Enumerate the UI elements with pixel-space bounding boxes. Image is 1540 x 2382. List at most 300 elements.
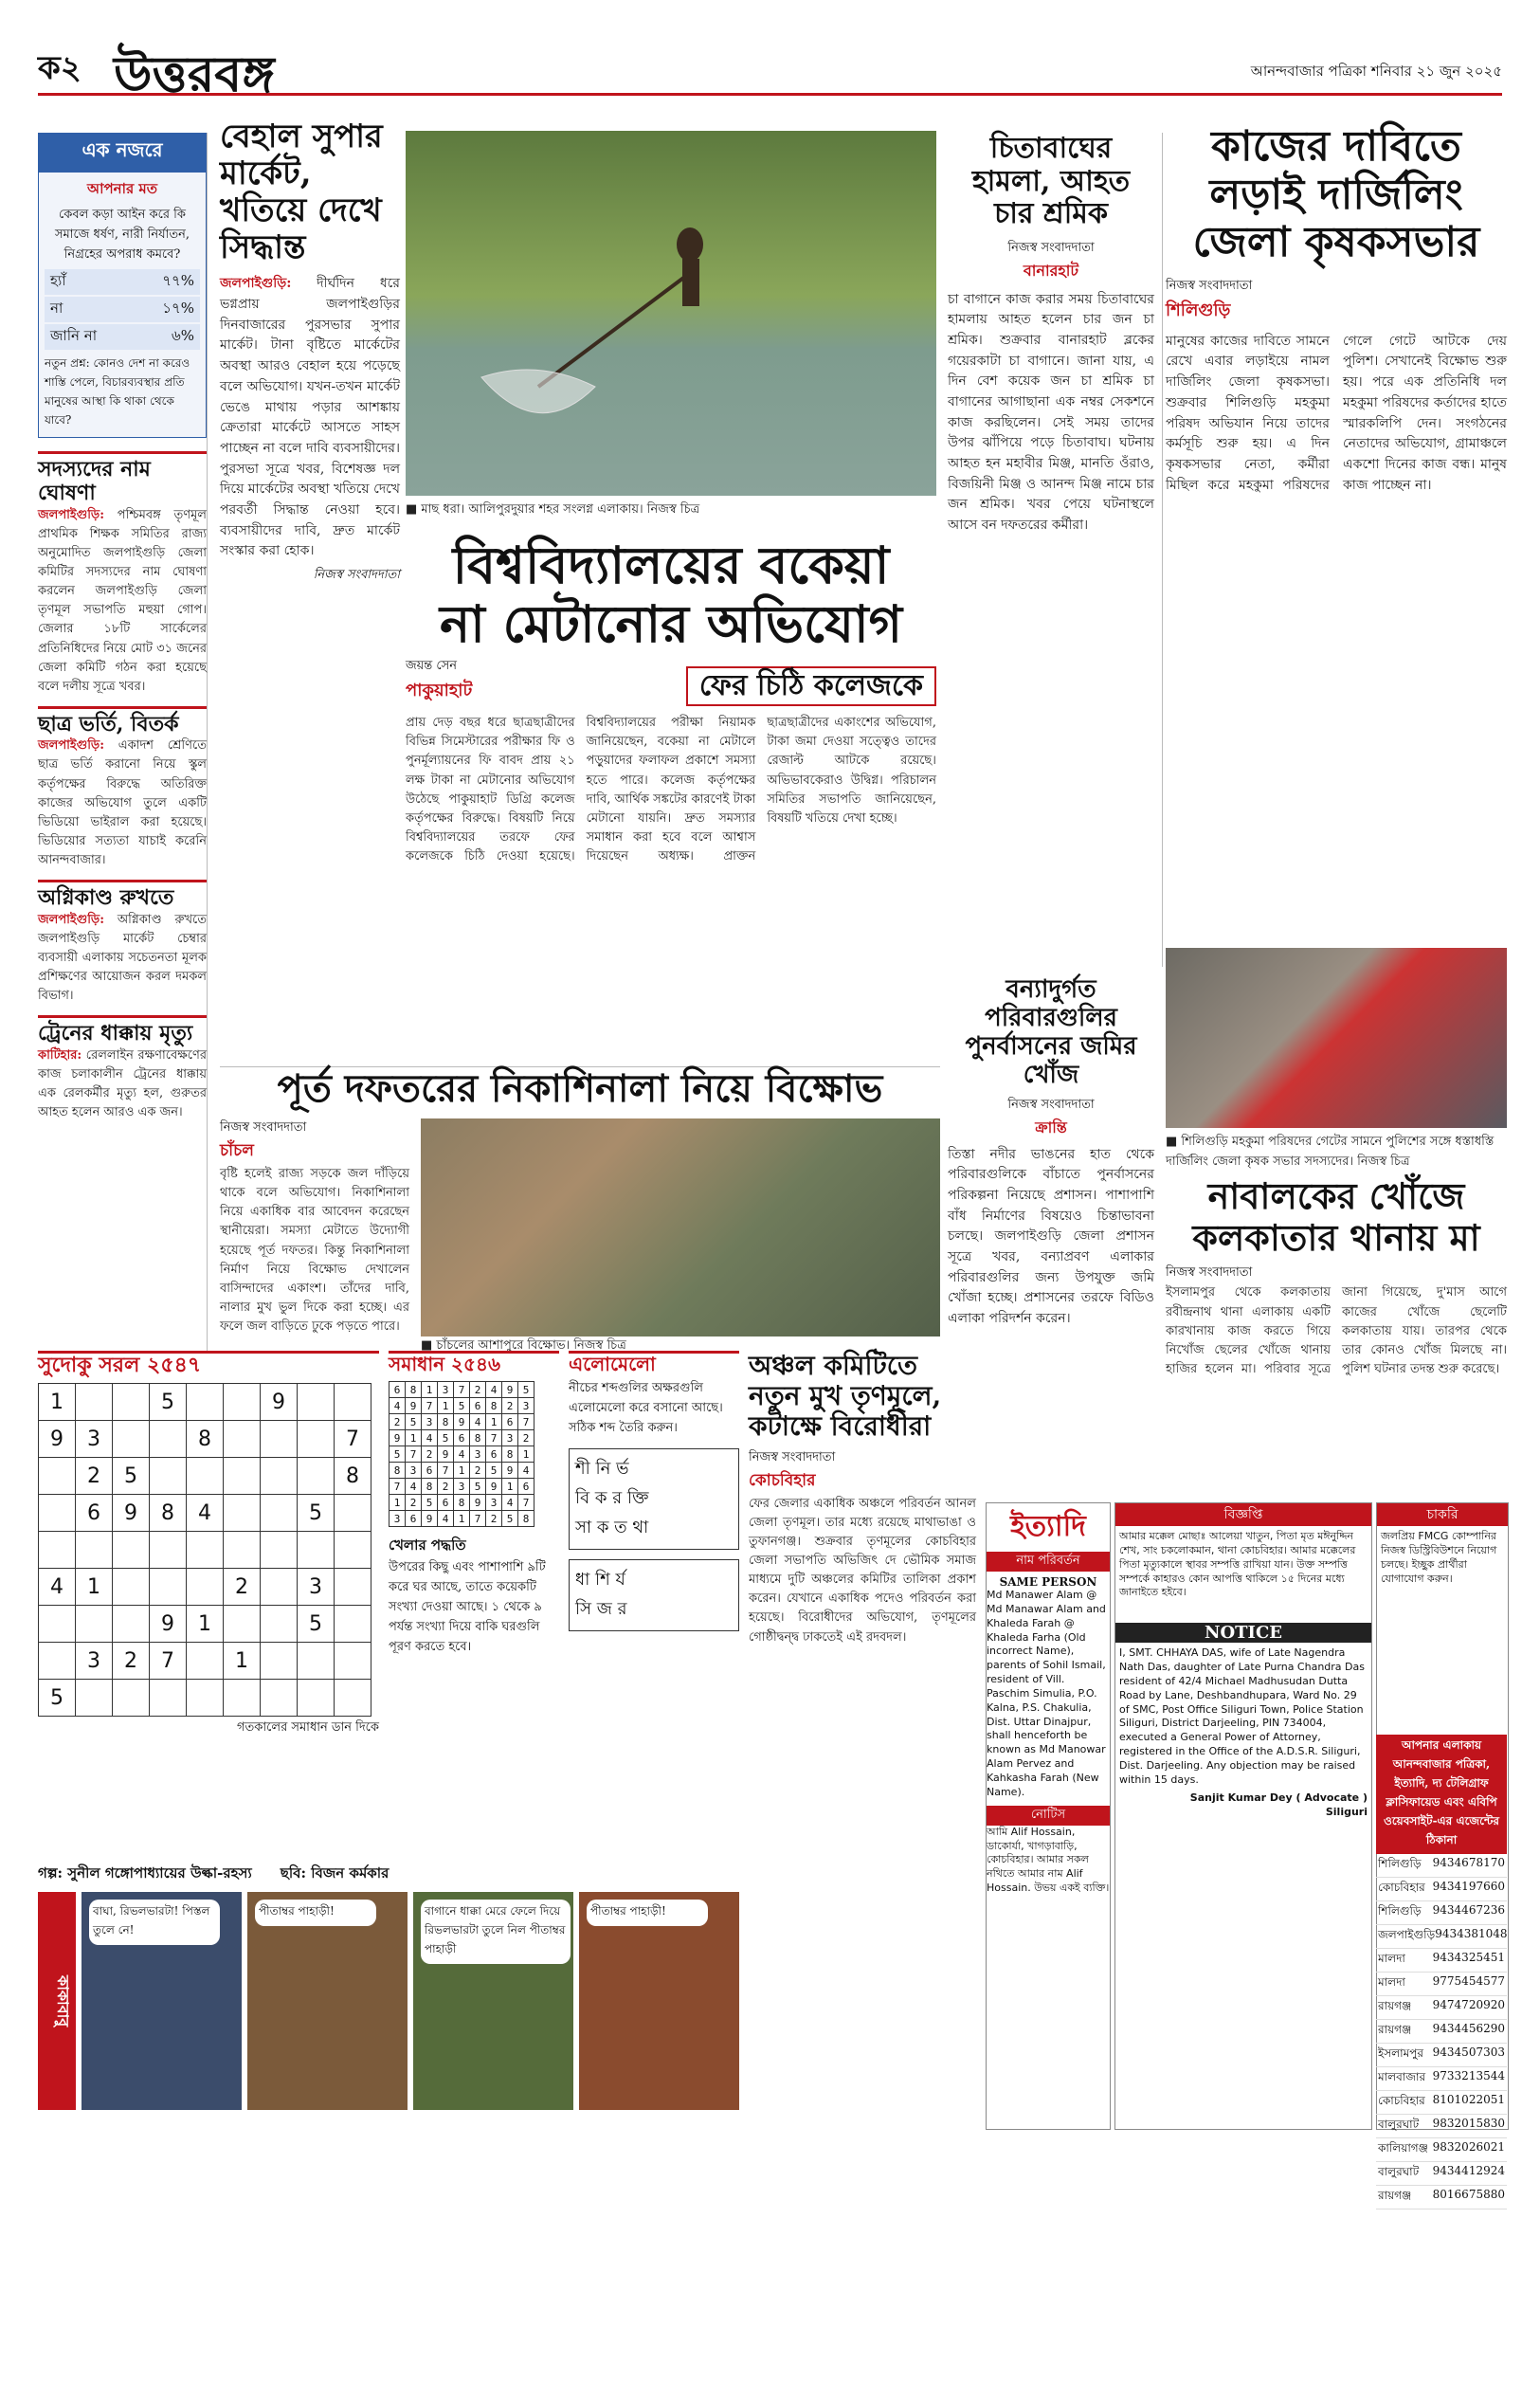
notice-en-head: NOTICE <box>1115 1623 1371 1643</box>
word-puzzle <box>569 1351 739 1631</box>
protest-photo <box>1166 948 1507 1128</box>
solution-cell: 9 <box>454 1414 470 1430</box>
sudoku-cell[interactable]: 5 <box>298 1495 335 1532</box>
poll-option-label: হ্যাঁ <box>50 272 66 289</box>
solution-cell: 6 <box>438 1495 454 1511</box>
agent-phone: 9434325451 <box>1432 1951 1505 1964</box>
solution-cell: 7 <box>486 1430 502 1446</box>
solution-cell: 4 <box>422 1430 438 1446</box>
speech-bubble: পীতাম্বর পাহাড়ী! <box>587 1900 708 1926</box>
sudoku-cell[interactable]: 3 <box>76 1643 113 1680</box>
story-missing-boy <box>1166 1175 1507 1488</box>
solution-cell: 6 <box>390 1382 406 1398</box>
solution-cell: 3 <box>406 1463 422 1479</box>
poll-box <box>38 172 207 438</box>
sudoku-cell[interactable] <box>224 1421 261 1458</box>
sudoku-cell[interactable] <box>224 1384 261 1421</box>
sudoku-cell[interactable] <box>187 1680 224 1717</box>
solution-cell: 3 <box>422 1414 438 1430</box>
sudoku-cell[interactable] <box>39 1458 76 1495</box>
same-person-head: SAME PERSON <box>999 1575 1097 1589</box>
story-body: ফের জেলার একাধিক অঞ্চলে পরিবর্তন আনল জেলা তৃণমূল। তার মধ্যে রয়েছে মাথাভাঙা ও তুফানগঞ্জ। শুক্রবার তৃণমূলের কোচবিহার জেলা সভাপতি অভিজিৎ দে ভৌমিক সমাজ মাধ্যমে দুটি অঞ্চলের কমিটির তালিকা প্রকাশ করেন। যেখানে একাধিক পদেও পরিবর্তন করা হয়েছে। বিরোধীদের অভিযোগ, তৃণমূলের গোষ্ঠীদ্বন্দ্ব ঢাকতেই এই রদবদল। <box>749 1496 976 1645</box>
sudoku-cell[interactable]: 5 <box>39 1680 76 1717</box>
story-place: ক্রান্তি <box>1035 1118 1067 1136</box>
agent-phone: 9434467236 <box>1432 1903 1505 1917</box>
sudoku-note: গতকালের সমাধান ডান দিকে <box>237 1720 379 1736</box>
solution-cell: 3 <box>518 1398 534 1414</box>
sudoku-cell[interactable] <box>187 1643 224 1680</box>
sudoku-cell[interactable]: 7 <box>150 1643 187 1680</box>
sudoku-cell[interactable] <box>113 1569 150 1606</box>
agent-phone: 9434456290 <box>1432 2022 1505 2035</box>
agent-phone: 9474720920 <box>1432 1998 1505 2011</box>
sudoku-cell[interactable] <box>335 1532 371 1569</box>
solution-cell: 6 <box>406 1511 422 1527</box>
sudoku-cell[interactable] <box>76 1606 113 1643</box>
agent-row <box>1376 1996 1507 2020</box>
story-credit: নিজস্ব সংবাদদাতা <box>220 1120 307 1135</box>
agent-phone: 9434507303 <box>1432 2046 1505 2059</box>
sudoku-cell[interactable] <box>335 1384 371 1421</box>
agent-phone: 8016675880 <box>1432 2188 1505 2201</box>
photo-caption: ■ চাঁচলের আশাপুরে বিক্ষোভ। নিজস্ব চিত্র <box>421 1338 626 1353</box>
comic-panel <box>82 1892 242 2110</box>
agent-place: মালদা <box>1378 1975 1405 1989</box>
solution-cell: 7 <box>422 1398 438 1414</box>
solution-cell: 5 <box>470 1479 486 1495</box>
chakri-text: জলপ্রিয় FMCG কোম্পানির নিজস্ব ডিস্ট্রিবিউশনে নিয়োগ চলছে। ইচ্ছুক প্রার্থীরা যোগাযোগ করুন। <box>1381 1530 1497 1585</box>
story-text: দীর্ঘদিন ধরে ভগ্নপ্রায় জলপাইগুড়ির দিনবাজারের পুরসভার সুপার মার্কেট। টানা বৃষ্টিতে মার্কেটের অবস্থা আরও বেহাল হয়ে পড়েছে বলে অভিযোগ। যখন-তখন মার্কেট ভেঙে মাথায় পড়ার আশঙ্কায় ক্রেতারা মার্কেটে আসতে সাহস পাচ্ছেন না বলে দাবি ব্যবসায়ীদের। পুরসভা সূত্রে খবর, বিশেষজ্ঞ দল দিয়ে মার্কেটের অবস্থা খতিয়ে দেখে পরবর্তী সিদ্ধান্ত নেওয়া হবে। ব্যবসায়ীদের দাবি, দ্রুত মার্কেট সংস্কার করা হোক। <box>220 276 400 559</box>
notice-head: নোটিস <box>987 1806 1110 1826</box>
solution-cell: 7 <box>470 1511 486 1527</box>
sudoku-cell[interactable]: 5 <box>150 1384 187 1421</box>
solution-cell: 3 <box>438 1382 454 1398</box>
agent-row <box>1376 1901 1507 1925</box>
brief-place: জলপাইগুড়ি: <box>38 507 105 522</box>
solution-cell: 4 <box>438 1511 454 1527</box>
sudoku-cell[interactable] <box>261 1532 298 1569</box>
story-headline: পূর্ত দফতরের নিকাশিনালা নিয়ে বিক্ষোভ <box>277 1066 883 1111</box>
agent-phone: 9434381048 <box>1435 1927 1508 1940</box>
comic-panel <box>413 1892 573 2110</box>
solution-cell: 9 <box>470 1495 486 1511</box>
solution-cell: 2 <box>406 1495 422 1511</box>
solution-cell: 9 <box>406 1398 422 1414</box>
solution-cell: 5 <box>390 1446 406 1463</box>
agent-row <box>1376 2186 1507 2209</box>
sudoku-cell[interactable] <box>261 1569 298 1606</box>
sudoku-cell[interactable] <box>76 1384 113 1421</box>
poll-option <box>45 297 200 322</box>
sudoku-cell[interactable]: 2 <box>113 1643 150 1680</box>
solution-cell: 3 <box>486 1495 502 1511</box>
sudoku-cell[interactable] <box>224 1606 261 1643</box>
ityadi-logo: ইত্যাদি <box>1010 1510 1086 1543</box>
photo-caption: ■ শিলিগুড়ি মহকুমা পরিষদের গেটের সামনে পুলিশের সঙ্গে ধস্তাধস্তি দার্জিলিং জেলা কৃষক সভার সদস্যদের। নিজস্ব চিত্র <box>1166 1135 1495 1169</box>
solution-grid <box>389 1381 534 1527</box>
classified-ityadi <box>986 1502 1111 2130</box>
solution-cell: 2 <box>470 1382 486 1398</box>
story-body: প্রায় দেড় বছর ধরে ছাত্রছাত্রীদের বিভিন্ন সিমেস্টারের পরীক্ষার ফি ও পুনর্মূল্যায়নের ফি বাবদ প্রায় ২১ লক্ষ টাকা না মেটানোর অভিযোগ উঠেছে পাকুয়াহাট ডিগ্রি কলেজ কর্তৃপক্ষের বিরুদ্ধে। বিষয়টি নিয়ে বিশ্ববিদ্যালয়ের তরফে ফের কলেজকে চিঠি দেওয়া হয়েছে। বিশ্ববিদ্যালয়ের পরীক্ষা নিয়ামক জানিয়েছেন, বকেয়া না মেটালে পড়ুয়াদের ফলাফল প্রকাশে সমস্যা হতে পারে। কলেজ কর্তৃপক্ষের দাবি, আর্থিক সঙ্কটের কারণেই টাকা মেটানো যায়নি। দ্রুত সমস্যার সমাধান করা হবে বলে আশ্বাস দিয়েছেন অধ্যক্ষ। প্রাক্তন ছাত্রছাত্রীদের একাংশের অভিযোগ, টাকা জমা দেওয়া সত্ত্বেও তাদের রেজাল্ট আটকে রয়েছে। অভিভাবকেরাও উদ্বিগ্ন। পরিচালন সমিতির সভাপতি জানিয়েছেন, বিষয়টি খতিয়ে দেখা হচ্ছে। <box>406 716 936 864</box>
solution-cell: 1 <box>486 1414 502 1430</box>
sudoku-cell[interactable] <box>298 1680 335 1717</box>
solution-cell: 2 <box>438 1479 454 1495</box>
solution-cell: 7 <box>454 1382 470 1398</box>
sudoku-cell[interactable] <box>150 1421 187 1458</box>
solution-cell: 1 <box>422 1382 438 1398</box>
rules-text: উপরের কিছু এবং পাশাপাশি ৯টি করে ঘর আছে, তাতে কয়েকটি সংখ্যা দেওয়া আছে। ১ থেকে ৯ পর্যন্ত সংখ্যা দিয়ে বাকি ঘরগুলি পূরণ করতে হবে। <box>389 1560 546 1654</box>
chakri-head: চাকরি <box>1377 1503 1508 1526</box>
agent-row <box>1376 2044 1507 2067</box>
agent-row <box>1376 1949 1507 1973</box>
story-place: কোচবিহার <box>749 1470 816 1490</box>
dateline: আনন্দবাজার পত্রিকা শনিবার ২১ জুন ২০২৫ <box>1250 63 1502 80</box>
sudoku-cell[interactable]: 8 <box>335 1458 371 1495</box>
sudoku-cell[interactable] <box>39 1495 76 1532</box>
sudoku-cell[interactable] <box>39 1643 76 1680</box>
agent-row <box>1376 2020 1507 2044</box>
brief-body <box>38 911 207 1007</box>
sudoku-cell[interactable] <box>261 1606 298 1643</box>
comic-strip <box>38 1863 739 2118</box>
agent-phone: 9832026021 <box>1432 2140 1505 2154</box>
agent-place: রায়গঞ্জ <box>1378 2189 1412 2202</box>
sudoku-cell[interactable]: 6 <box>76 1495 113 1532</box>
solution-cell: 9 <box>502 1463 518 1479</box>
sudoku-cell[interactable] <box>261 1458 298 1495</box>
sudoku <box>38 1351 379 1738</box>
agent-phone: 9434412924 <box>1432 2164 1505 2177</box>
sudoku-cell[interactable] <box>39 1532 76 1569</box>
agent-place: শিলিগুড়ি <box>1378 1857 1422 1870</box>
solution-cell: 3 <box>502 1430 518 1446</box>
brief-text: রেললাইন রক্ষণাবেক্ষণের কাজ চলাকালীন ট্রেনের ধাক্কায় এক রেলকর্মীর মৃত্যু হল, গুরুতর আহত হলেন আরও এক জন। <box>38 1047 207 1119</box>
sudoku-cell[interactable]: 1 <box>76 1569 113 1606</box>
agent-place: মালবাজার <box>1378 2070 1426 2083</box>
story-byline: জয়ন্ত সেন <box>406 659 458 674</box>
story-body <box>220 274 400 562</box>
poll-title: আপনার মত <box>86 180 158 197</box>
sudoku-cell[interactable] <box>224 1532 261 1569</box>
notice-text: আমি Alif Hossain, ডাকোর্যা, খাগড়াবাড়ি, কোচবিহার। আমার সকল নথিতে আমার নাম Alif Hossain. উভয় একই ব্যক্তি। <box>987 1825 1110 1895</box>
solution-cell: 6 <box>454 1430 470 1446</box>
story-headline: বন্যাদুর্গত পরিবারগুলির পুনর্বাসনের জমির খোঁজ <box>965 975 1137 1089</box>
solution-cell: 2 <box>470 1463 486 1479</box>
sudoku-cell[interactable] <box>76 1680 113 1717</box>
story-subhead: ফের চিঠি কলেজকে <box>686 666 936 707</box>
sudoku-cell[interactable] <box>261 1643 298 1680</box>
sudoku-cell[interactable] <box>187 1532 224 1569</box>
speech-bubble: বাঘা, রিভলভারটা! পিস্তল তুলে নে! <box>89 1900 220 1945</box>
comic-artist: ছবি: বিজন কর্মকার <box>280 1864 390 1882</box>
sudoku-cell[interactable] <box>39 1606 76 1643</box>
sudoku-cell[interactable] <box>187 1458 224 1495</box>
agent-rows <box>1376 1854 1507 2209</box>
story-credit: নিজস্ব সংবাদদাতা <box>313 568 400 582</box>
poll-option-value: ৬% <box>171 327 194 344</box>
solution-cell: 5 <box>486 1463 502 1479</box>
sudoku-cell[interactable] <box>261 1421 298 1458</box>
puzzle-word: সি জ র <box>575 1599 627 1619</box>
fishing-illustration <box>406 131 936 496</box>
sudoku-cell[interactable] <box>113 1532 150 1569</box>
solution-cell: 4 <box>518 1463 534 1479</box>
sudoku-cell[interactable] <box>113 1606 150 1643</box>
story-body: মানুষের কাজের দাবিতে সামনে রেখে এবার লড়াইয়ে নামল দার্জিলিং জেলা কৃষকসভা। শুক্রবার শিলিগুড়ি মহকুমা পরিষদ অভিযান নিয়ে তাদের কর্মসূচি শুরু হয়। এ দিন কৃষকসভার নেতা, কর্মীরা মিছিল করে মহকুমা পরিষদের গেলে গেটে আটকে দেয় পুলিশ। সেখানেই বিক্ষোভ শুরু হয়। পরে এক প্রতিনিধি দল মহকুমা পরিষদের কর্তাদের হাতে স্মারকলিপি দেন। সংগঠনের নেতাদের অভিযোগ, গ্রামাঞ্চলে একশো দিনের কাজ বন্ধ। মানুষ কাজ পাচ্ছেন না। <box>1166 333 1507 493</box>
solution-cell: 9 <box>422 1511 438 1527</box>
sudoku-cell[interactable]: 7 <box>335 1421 371 1458</box>
solution-cell: 2 <box>422 1446 438 1463</box>
agent-place: মালদা <box>1378 1952 1405 1965</box>
sudoku-cell[interactable]: 1 <box>187 1606 224 1643</box>
solution-cell: 8 <box>422 1479 438 1495</box>
solution-cell: 5 <box>438 1430 454 1446</box>
sudoku-cell[interactable] <box>150 1532 187 1569</box>
sudoku-cell[interactable]: 8 <box>187 1421 224 1458</box>
solution-cell: 9 <box>438 1446 454 1463</box>
agent-title: আপনার এলাকায় আনন্দবাজার পত্রিকা, ইত্যাদি, দ্য টেলিগ্রাফ ক্লাসিফায়েড এবং এবিপি ওয়েবসাইট-এর এজেন্টের ঠিকানা <box>1376 1735 1507 1854</box>
sudoku-cell[interactable]: 9 <box>39 1421 76 1458</box>
poll-option-label: জানি না <box>50 327 98 344</box>
story-place: বানারহাট <box>1023 261 1079 280</box>
sudoku-cell[interactable] <box>298 1384 335 1421</box>
sudoku-cell[interactable] <box>224 1495 261 1532</box>
classified-middle <box>1114 1502 1372 2130</box>
solution-cell: 8 <box>438 1414 454 1430</box>
photo-caption: ■ মাছ ধরা। আলিপুরদুয়ার শহর সংলগ্ন এলাকায়। নিজস্ব চিত্র <box>406 502 700 517</box>
poll-option <box>45 269 200 295</box>
solution-cell: 5 <box>518 1382 534 1398</box>
solution-cell: 9 <box>390 1430 406 1446</box>
sudoku-cell[interactable] <box>76 1532 113 1569</box>
solution-cell: 7 <box>390 1479 406 1495</box>
sudoku-cell[interactable] <box>335 1643 371 1680</box>
brief-place: জলপাইগুড়ি: <box>38 738 105 754</box>
solution-cell: 1 <box>406 1430 422 1446</box>
sudoku-cell[interactable]: 4 <box>39 1569 76 1606</box>
bijnapti-head: বিজ্ঞপ্তি <box>1115 1503 1371 1526</box>
brief-text: অগ্নিকাণ্ড রুখতে জলপাইগুড়ি মার্কেট চেম্বার ব্যবসায়ী এলাকায় সচেতনতা মূলক প্রশিক্ষণের আয়োজন করল দমকল বিভাগ। <box>38 912 207 1004</box>
story-headline: চিতাবাঘের হামলা, আহত চার শ্রমিক <box>971 132 1131 230</box>
sudoku-solution <box>389 1351 559 1658</box>
solution-cell: 8 <box>390 1463 406 1479</box>
solution-cell: 1 <box>438 1398 454 1414</box>
story-krishak-sabha <box>1166 123 1507 654</box>
sudoku-cell[interactable]: 9 <box>113 1495 150 1532</box>
agent-phone: 9733213544 <box>1432 2069 1505 2082</box>
solution-cell: 5 <box>422 1495 438 1511</box>
brief-place: জলপাইগুড়ি: <box>38 912 105 927</box>
solution-cell: 1 <box>390 1495 406 1511</box>
agent-place: কোচবিহার <box>1378 2094 1425 2107</box>
puzzle-title: এলোমেলো <box>569 1351 739 1375</box>
solution-cell: 2 <box>518 1430 534 1446</box>
agent-row <box>1376 1973 1507 1996</box>
agent-place: রায়গঞ্জ <box>1378 2023 1412 2036</box>
notice-signer: Sanjit Kumar Dey ( Advocate ) <box>1189 1791 1368 1804</box>
sudoku-cell[interactable]: 1 <box>39 1384 76 1421</box>
agent-place: শিলিগুড়ি <box>1378 1904 1422 1918</box>
agent-phone: 9434678170 <box>1432 1856 1505 1869</box>
drain-protest-photo <box>421 1118 940 1336</box>
brief-body <box>38 506 207 697</box>
sudoku-cell[interactable]: 3 <box>76 1421 113 1458</box>
agent-row <box>1376 2162 1507 2186</box>
comic-title: গল্প: সুনীল গঙ্গোপাধ্যায়ের উল্কা-রহস্য <box>38 1864 252 1882</box>
sudoku-cell[interactable] <box>335 1569 371 1606</box>
sudoku-cell[interactable]: 2 <box>76 1458 113 1495</box>
solution-cell: 9 <box>502 1382 518 1398</box>
sudoku-cell[interactable] <box>113 1384 150 1421</box>
solution-cell: 7 <box>518 1495 534 1511</box>
story-place: জলপাইগুড়ি: <box>220 276 292 292</box>
sudoku-cell[interactable]: 9 <box>150 1606 187 1643</box>
sudoku-grid[interactable] <box>38 1383 371 1717</box>
speech-bubble: পীতাম্বর পাহাড়ী! <box>255 1900 376 1926</box>
sudoku-cell[interactable] <box>261 1495 298 1532</box>
brief-title: সদস্যদের নাম ঘোষণা <box>38 451 207 506</box>
brief-title: ট্রেনের ধাক্কায় মৃত্যু <box>38 1015 207 1046</box>
solution-cell: 6 <box>518 1479 534 1495</box>
story-credit: নিজস্ব সংবাদদাতা <box>1007 240 1095 255</box>
sudoku-cell[interactable]: 2 <box>224 1569 261 1606</box>
sudoku-cell[interactable] <box>335 1680 371 1717</box>
brief-body <box>38 1046 207 1123</box>
comic-side-label: কাকাবাবু <box>38 1892 76 2110</box>
speech-bubble: বাগানে ধাক্কা মেরে ফেলে দিয়ে রিভলভারটা তুলে নিল পীতাম্বর পাহাড়ী <box>421 1900 571 1964</box>
sudoku-cell[interactable] <box>113 1421 150 1458</box>
same-person-text: Md Manawer Alam @ Md Manawar Alam and Khaleda Farah @ Khaleda Farha (Old incorrect Name), parents of Sohil Ismail, resident of Vill. Paschim Simulia, P.O. Kalna, P.S. Chakulia, Dist. Uttar Dinajpur, shall henceforth be known as Md Manowar Alam Pervez and Kahkasha Farah (New Name). <box>987 1589 1106 1798</box>
sudoku-cell[interactable] <box>224 1458 261 1495</box>
solution-cell: 1 <box>502 1479 518 1495</box>
story-credit: নিজস্ব সংবাদদাতা <box>749 1449 836 1464</box>
story-place: পাকুয়াহাট <box>406 681 473 701</box>
agent-phone: 9775454577 <box>1432 1974 1505 1988</box>
agent-list <box>1376 1735 1508 2202</box>
sudoku-cell[interactable] <box>335 1606 371 1643</box>
sudoku-cell[interactable] <box>261 1680 298 1717</box>
agent-phone: 8101022051 <box>1432 2093 1505 2106</box>
solution-cell: 4 <box>390 1398 406 1414</box>
agent-phone: 9434197660 <box>1432 1880 1505 1893</box>
solution-cell: 3 <box>454 1479 470 1495</box>
solution-cell: 7 <box>518 1414 534 1430</box>
story-credit: নিজস্ব সংবাদদাতা <box>1166 1265 1253 1281</box>
brief-place: কাটিহার: <box>38 1047 82 1063</box>
story-body: বৃষ্টি হলেই রাজ্য সড়কে জল দাঁড়িয়ে থাকে বলে অভিযোগ। নিকাশিনালা নিয়ে একাধিক বার আবেদন করেছেন স্থানীয়েরা। সমস্যা মেটাতে উদ্যোগী হয়েছে পূর্ত দফতর। কিন্তু নিকাশিনালা নির্মাণ নিয়ে বিক্ষোভ দেখালেন বাসিন্দাদের একাংশ। তাঁদের দাবি, নালার মুখ ভুল দিকে করা হচ্ছে। এর ফলে জল বাড়িতে ঢুকে পড়তে পারে। <box>220 1167 409 1335</box>
agent-row <box>1376 1925 1507 1949</box>
poll-option <box>45 324 200 350</box>
sudoku-cell[interactable] <box>224 1680 261 1717</box>
agent-row <box>1376 2067 1507 2091</box>
story-credit: নিজস্ব সংবাদদাতা <box>1007 1097 1095 1112</box>
sudoku-cell[interactable] <box>335 1495 371 1532</box>
agent-place: বালুরঘাট <box>1378 2165 1420 2178</box>
comic-panel <box>247 1892 408 2110</box>
story-super-market <box>220 118 400 915</box>
solution-cell: 1 <box>454 1463 470 1479</box>
rules-title: খেলার পদ্ধতি <box>389 1536 466 1554</box>
brief-title: ছাত্র ভর্তি, বিতর্ক <box>38 706 207 736</box>
story-headline: কাজের দাবিতে লড়াই দার্জিলিং জেলা কৃষকসভার <box>1192 122 1480 267</box>
brief-title: অগ্নিকাণ্ড রুখতে <box>38 880 207 910</box>
sudoku-cell[interactable]: 9 <box>261 1384 298 1421</box>
solution-cell: 4 <box>486 1382 502 1398</box>
notice-place: Siliguri <box>1325 1805 1368 1818</box>
agent-place: কোচবিহার <box>1378 1881 1425 1894</box>
notice-en-text: I, SMT. CHHAYA DAS, wife of Late Nagendra Nath Das, daughter of Late Purna Chandra Das resident of 42/4 Michael Madhusudan Dutta Road by Lane, Deshbandhupara, Ward No. 29 of SMC, Post Office Siliguri Town, Police Station Siliguri, District Darjeeling, PIN 734004, executed a General Power of Attorney, registered in the Office of the A.D.S.R. Siliguri, Dist. Darjeeling. Any objection may be raised within 15 days. <box>1119 1646 1365 1786</box>
sudoku-cell[interactable] <box>150 1458 187 1495</box>
brief-text: পশ্চিমবঙ্গ তৃণমূল প্রাথমিক শিক্ষক সমিতির রাজ্য অনুমোদিত জলপাইগুড়ি জেলা কমিটির সদস্যদের নাম ঘোষণা করলেন জলপাইগুড়ি জেলা তৃণমূল সভাপতি মহুয়া গোপ। জেলার ১৮টি সার্কেলের প্রতিনিধিদের নিয়ে মোট ৩১ জনের জেলা কমিটি গঠন করা হয়েছে বলে দলীয় সূত্রে খবর। <box>38 507 207 694</box>
agent-place: রায়গঞ্জ <box>1378 1999 1412 2012</box>
puzzle-word: সা ক ত থা <box>575 1518 649 1537</box>
agent-row <box>1376 2091 1507 2115</box>
sudoku-cell[interactable] <box>298 1421 335 1458</box>
solution-cell: 8 <box>470 1430 486 1446</box>
solution-cell: 5 <box>502 1511 518 1527</box>
agent-place: জলপাইগুড়ি <box>1378 1928 1436 1941</box>
sudoku-title: সুদোকু সরল ২৫৪৭ <box>38 1351 379 1377</box>
solution-cell: 9 <box>486 1479 502 1495</box>
agent-row <box>1376 2138 1507 2162</box>
sudoku-cell[interactable] <box>187 1384 224 1421</box>
story-flood <box>948 976 1154 1355</box>
masthead <box>38 36 1502 103</box>
solution-cell: 3 <box>390 1511 406 1527</box>
sudoku-cell[interactable] <box>150 1680 187 1717</box>
solution-cell: 3 <box>470 1446 486 1463</box>
story-headline: অঞ্চল কমিটিতে নতুন মুখ তৃণমূলে, কটাক্ষে বিরোধীরা <box>749 1350 942 1443</box>
story-headline: বেহাল সুপার মার্কেট, খতিয়ে দেখে সিদ্ধান্ত <box>220 118 383 267</box>
puzzle-intro: নীচের শব্দগুলির অক্ষরগুলি এলোমেলো করে বসানো আছে। সঠিক শব্দ তৈরি করুন। <box>569 1381 723 1435</box>
solution-cell: 4 <box>454 1446 470 1463</box>
sudoku-cell[interactable]: 4 <box>187 1495 224 1532</box>
solution-cell: 4 <box>502 1495 518 1511</box>
story-leopard <box>948 133 1163 967</box>
solution-cell: 4 <box>470 1414 486 1430</box>
sudoku-cell[interactable] <box>298 1458 335 1495</box>
sudoku-cell[interactable] <box>113 1680 150 1717</box>
solution-cell: 5 <box>406 1414 422 1430</box>
brief-body <box>38 736 207 870</box>
sudoku-cell[interactable] <box>187 1569 224 1606</box>
story-place: শিলিগুড়ি <box>1166 300 1231 320</box>
sudoku-cell[interactable]: 1 <box>224 1643 261 1680</box>
sudoku-cell[interactable]: 3 <box>298 1569 335 1606</box>
next-question: নতুন প্রশ্ন: কোনও দেশ না করেও শাস্তি পেলে, বিচারব্যবস্থার প্রতি মানুষের আস্থা কি থাকা থেকে যাবে? <box>45 356 190 427</box>
story-body: ইসলামপুর থেকে কলকাতায় রবীন্দ্রনাথ থানা এলাকায় একটি কারখানায় কাজ করতে গিয়ে নিখোঁজ ছেলের খোঁজে থানায় হাজির হলেন মা। পরিবার সূত্রে জানা গিয়েছে, দু'মাস আগে কাজের খোঁজে ছেলেটি কলকাতায় যায়। তারপর থেকে তার কোনও খোঁজ মিলছে না। পুলিশ ঘটনার তদন্ত শুরু করেছে। <box>1166 1285 1507 1376</box>
sidebar <box>38 133 208 1351</box>
solution-cell: 5 <box>454 1398 470 1414</box>
story-credit: নিজস্ব সংবাদদাতা <box>1166 278 1253 293</box>
solution-cell: 8 <box>486 1398 502 1414</box>
sudoku-cell[interactable]: 8 <box>150 1495 187 1532</box>
solution-cell: 1 <box>518 1446 534 1463</box>
solution-cell: 8 <box>454 1495 470 1511</box>
section-title: উত্তরবঙ্গ <box>114 45 275 103</box>
story-headline: না মেটানোর অভিযোগ <box>439 593 903 655</box>
sudoku-cell[interactable] <box>298 1643 335 1680</box>
sudoku-cell[interactable]: 5 <box>113 1458 150 1495</box>
sudoku-cell[interactable] <box>298 1532 335 1569</box>
solution-cell: 6 <box>502 1414 518 1430</box>
sudoku-cell[interactable] <box>150 1569 187 1606</box>
puzzle-word: শী নি র্ভ <box>575 1459 629 1479</box>
solution-cell: 1 <box>454 1511 470 1527</box>
story-body: তিস্তা নদীর ভাঙনের হাত থেকে পরিবারগুলিকে বাঁচাতে পুনর্বাসনের পরিকল্পনা নিয়েছে প্রশাসন। পাশাপাশি বাঁধ নির্মাণের বিষয়েও চিন্তাভাবনা চলছে। জলপাইগুড়ি জেলা প্রশাসন সূত্রে খবর, বন্যাপ্রবণ এলাকার পরিবারগুলির জন্য উপযুক্ত জমি খোঁজা হচ্ছে। প্রশাসনের তরফে বিডিও এলাকা পরিদর্শন করেন। <box>948 1146 1154 1327</box>
fishing-photo <box>406 131 936 496</box>
sudoku-cell[interactable]: 5 <box>298 1606 335 1643</box>
